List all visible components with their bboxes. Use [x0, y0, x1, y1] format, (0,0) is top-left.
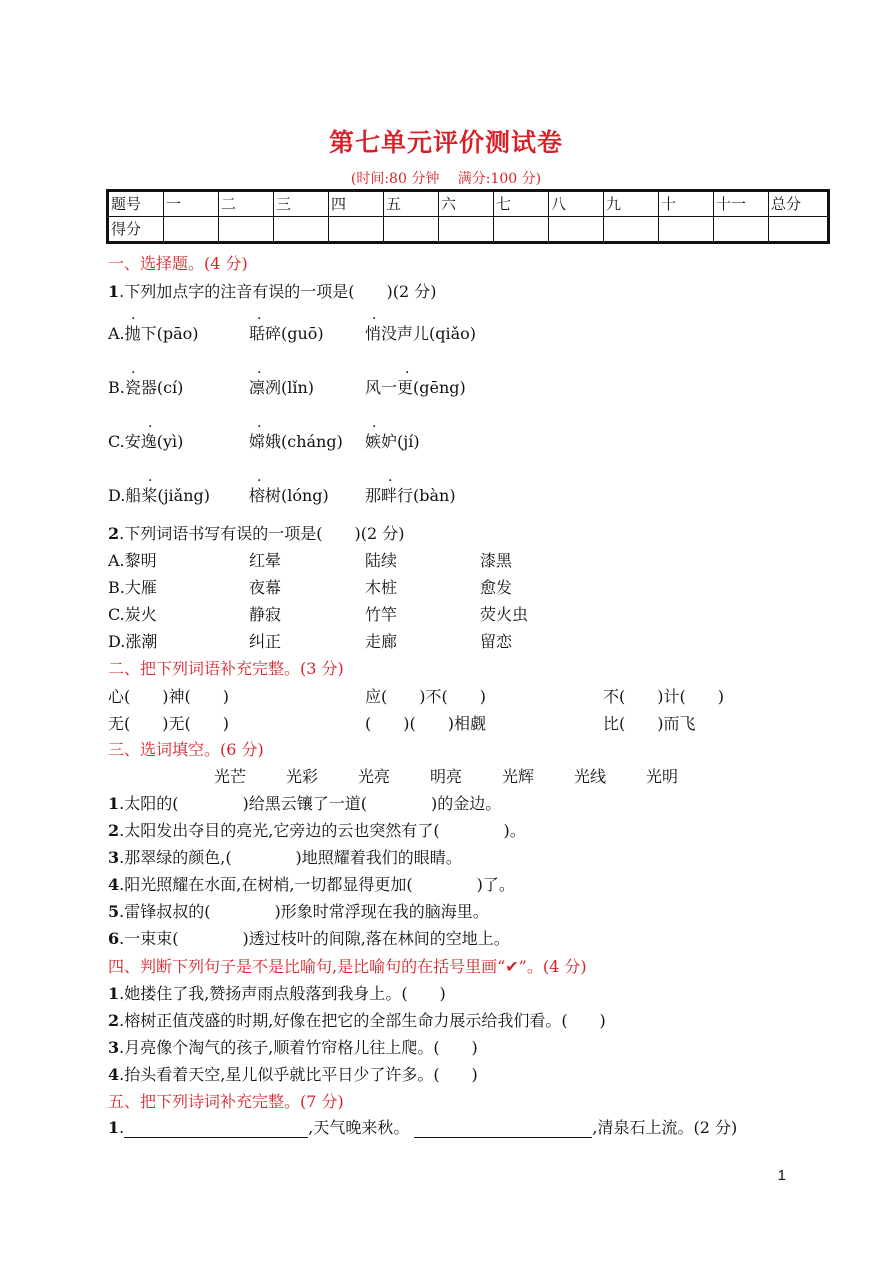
score-header-cell: 八 — [549, 191, 604, 217]
item-number: 4 — [108, 875, 120, 894]
score-row-label: 得分 — [108, 217, 164, 243]
word-bank-item: 光辉 — [502, 767, 535, 786]
score-cell[interactable] — [714, 217, 769, 243]
item-text: .她搂住了我,赞扬声雨点般落到我身上。( ) — [119, 984, 446, 1003]
idiom-fill-item: 比( )而飞 — [603, 714, 696, 733]
score-header-cell: 九 — [604, 191, 659, 217]
item-text: .那翠绿的颜色,( )地照耀着我们的眼睛。 — [119, 848, 462, 867]
emphasis-dot: . — [131, 307, 136, 323]
q2-stem: 2.下列词语书写有误的一项是( )(2 分) — [108, 524, 405, 543]
word-bank-item: 光彩 — [286, 767, 319, 786]
item-text: .一束束( )透过枝叶的间隙,落在林间的空地上。 — [119, 929, 510, 948]
q2-option-text: 夜幕 — [249, 578, 282, 597]
item-number: 3 — [108, 1038, 120, 1057]
q1-option-text: 那畔行(bàn) — [365, 486, 456, 505]
q2-option-text: 荧火虫 — [480, 605, 529, 624]
score-cell[interactable] — [604, 217, 659, 243]
score-cell[interactable] — [494, 217, 549, 243]
item-text: .雷锋叔叔的( )形象时常浮现在我的脑海里。 — [119, 902, 489, 921]
word-bank-item: 光亮 — [358, 767, 391, 786]
q1-option-text: D.船桨(jiǎng) — [108, 486, 210, 505]
q1-option-text: 榕树(lóng) — [249, 486, 329, 505]
emphasis-dot: . — [131, 361, 136, 377]
q1-option-text: A.抛下(pāo) — [108, 324, 199, 343]
item-number: 1 — [108, 984, 120, 1003]
judge-sentence — [108, 1065, 478, 1085]
q2-option-text: 红晕 — [249, 551, 282, 570]
score-header-cell: 三 — [274, 191, 329, 217]
q1-stem: 1.下列加点字的注音有误的一项是( )(2 分) — [108, 282, 437, 301]
word-bank-item: 光线 — [574, 767, 607, 786]
fill-in-sentence — [108, 875, 515, 895]
emphasis-dot: . — [257, 307, 262, 323]
q2-option-text: 愈发 — [480, 578, 513, 597]
q2-option-text: 竹竿 — [365, 605, 398, 624]
item-number: 3 — [108, 848, 120, 867]
emphasis-dot: . — [372, 307, 377, 323]
score-table-header-row — [108, 191, 829, 217]
idiom-fill-item: 无( )无( ) — [108, 714, 229, 733]
section-4-heading: 四、判断下列句子是不是比喻句,是比喻句的在括号里画“✔”。(4 分) — [108, 957, 587, 976]
fill-in-sentence — [108, 902, 489, 922]
item-number: 5 — [108, 902, 120, 921]
score-cell[interactable] — [439, 217, 494, 243]
item-number: 1 — [108, 794, 120, 813]
score-header-cell: 总分 — [769, 191, 829, 217]
score-header-cell: 十一 — [714, 191, 769, 217]
q1-option-text: 悄没声儿(qiǎo) — [365, 324, 477, 343]
section-1-heading: 一、选择题。(4 分) — [108, 254, 248, 273]
emphasis-dot: . — [388, 469, 393, 485]
q1-option-text: 嫉妒(jí) — [365, 432, 420, 451]
word-bank-item: 光明 — [646, 767, 679, 786]
q2-option-text: C.炭火 — [108, 605, 157, 624]
page-number: 1 — [777, 1167, 786, 1184]
item-text: .太阳的( )给黑云镶了一道( )的金边。 — [119, 794, 502, 813]
emphasis-dot: . — [372, 415, 377, 431]
q1-option-text: C.安逸(yì) — [108, 432, 184, 451]
q2-option-text: 木桩 — [365, 578, 398, 597]
q2-option-text: A.黎明 — [108, 551, 157, 570]
q2-option-text: 留恋 — [480, 632, 513, 651]
q1-option-text: 风一更(gēng) — [365, 378, 466, 397]
section-5-heading: 五、把下列诗词补充完整。(7 分) — [108, 1092, 344, 1111]
idiom-fill-item: 应( )不( ) — [365, 687, 486, 706]
section-2-heading: 二、把下列词语补充完整。(3 分) — [108, 659, 344, 678]
item-number: 2 — [108, 1011, 120, 1030]
score-cell[interactable] — [219, 217, 274, 243]
item-text: .抬头看着天空,星儿似乎就比平日少了许多。( ) — [119, 1065, 478, 1084]
score-cell[interactable] — [164, 217, 219, 243]
fill-in-sentence — [108, 821, 526, 841]
q1-option-text: 嫦娥(cháng) — [249, 432, 343, 451]
score-header-cell: 二 — [219, 191, 274, 217]
emphasis-dot: . — [405, 361, 410, 377]
q1-option-text: 聒碎(guō) — [249, 324, 324, 343]
item-text: .榕树正值茂盛的时期,好像在把它的全部生命力展示给我们看。( ) — [119, 1011, 606, 1030]
idiom-fill-item: 心( )神( ) — [108, 687, 229, 706]
item-text: .阳光照耀在水面,在树梢,一切都显得更加( )了。 — [119, 875, 515, 894]
fill-in-sentence — [108, 929, 510, 949]
poem-question-1: 1. ,天气晚来秋。 ,清泉石上流。(2 分) — [108, 1118, 738, 1137]
emphasis-dot: . — [257, 415, 262, 431]
score-header-cell: 四 — [329, 191, 384, 217]
q1-option-text: 凛冽(lǐn) — [249, 378, 315, 397]
score-header-cell: 六 — [439, 191, 494, 217]
word-bank-item: 明亮 — [430, 767, 463, 786]
emphasis-dot: . — [257, 361, 262, 377]
item-number: 6 — [108, 929, 120, 948]
section-3-heading: 三、选词填空。(6 分) — [108, 740, 264, 759]
q2-option-text: 走廊 — [365, 632, 398, 651]
answer-blank[interactable] — [414, 1119, 592, 1138]
exam-time-score: (时间:80 分钟 满分:100 分) — [350, 171, 542, 187]
q2-option-text: 静寂 — [249, 605, 282, 624]
q2-option-text: B.大雁 — [108, 578, 157, 597]
score-header-cell: 五 — [384, 191, 439, 217]
score-cell[interactable] — [769, 217, 829, 243]
emphasis-dot: . — [257, 469, 262, 485]
page-title: 第七单元评价测试卷 — [328, 128, 563, 157]
fill-in-sentence — [108, 794, 501, 814]
item-text: .月亮像个淘气的孩子,顺着竹帘格儿往上爬。( ) — [119, 1038, 478, 1057]
judge-sentence — [108, 1011, 606, 1031]
score-header-cell: 十 — [659, 191, 714, 217]
judge-sentence — [108, 984, 446, 1004]
emphasis-dot: . — [148, 415, 153, 431]
fill-in-sentence — [108, 848, 462, 868]
score-cell[interactable] — [329, 217, 384, 243]
idiom-fill-item: 不( )计( ) — [603, 687, 724, 706]
q2-option-text: D.涨潮 — [108, 632, 158, 651]
q2-option-text: 漆黑 — [480, 551, 513, 570]
judge-sentence — [108, 1038, 478, 1058]
q1-option-text: B.瓷器(cí) — [108, 378, 184, 397]
item-text: .太阳发出夺目的亮光,它旁边的云也突然有了( )。 — [119, 821, 526, 840]
item-number: 4 — [108, 1065, 120, 1084]
score-header-cell: 一 — [164, 191, 219, 217]
score-header-cell: 题号 — [108, 191, 164, 217]
word-bank-item: 光芒 — [214, 767, 247, 786]
score-header-cell: 七 — [494, 191, 549, 217]
answer-blank[interactable] — [124, 1119, 308, 1138]
q2-option-text: 纠正 — [249, 632, 282, 651]
score-table — [106, 189, 830, 244]
score-table-score-row — [108, 217, 829, 243]
emphasis-dot: . — [148, 469, 153, 485]
score-cell[interactable] — [274, 217, 329, 243]
score-cell[interactable] — [549, 217, 604, 243]
score-cell[interactable] — [659, 217, 714, 243]
item-number: 2 — [108, 821, 120, 840]
score-cell[interactable] — [384, 217, 439, 243]
idiom-fill-item: ( )( )相觑 — [365, 714, 486, 733]
q2-option-text: 陆续 — [365, 551, 398, 570]
